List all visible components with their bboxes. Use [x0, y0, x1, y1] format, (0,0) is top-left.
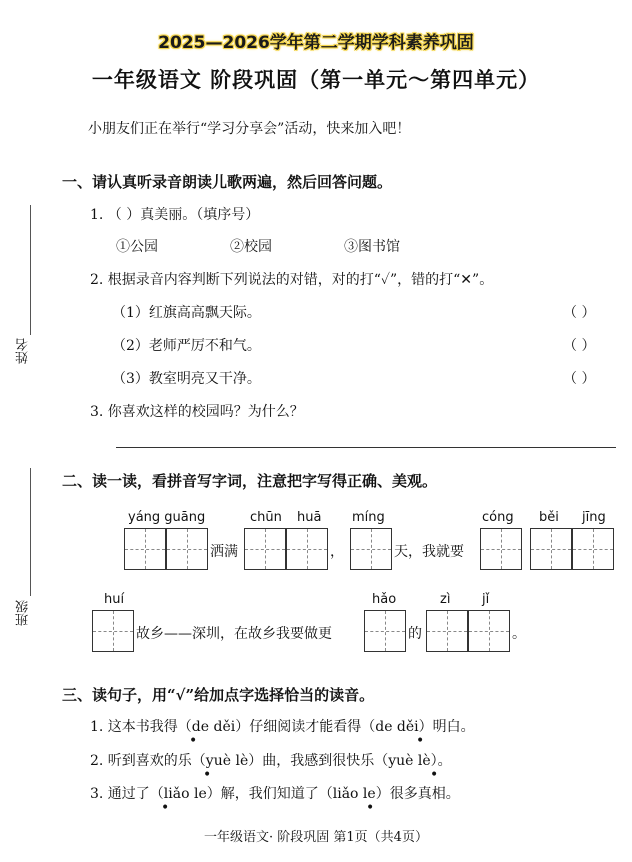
pinyin-yangguang: yáng guāng	[128, 510, 206, 525]
row2-period: 。	[512, 626, 526, 642]
pinyin-ming: míng	[352, 510, 385, 525]
write-box-hao[interactable]	[364, 610, 406, 652]
write-box-guang[interactable]	[166, 528, 208, 570]
pinyin-hao: hǎo	[372, 592, 397, 607]
q2-item-2: （2）老师严厉不和气。	[112, 338, 261, 354]
semester-banner: 2025—2026学年第二学期学科素养巩固	[158, 33, 474, 53]
judge-box-2[interactable]: （ ）	[563, 338, 596, 354]
emphasis-dot: •	[366, 800, 375, 816]
row1-text-samman: 洒满	[210, 544, 238, 560]
write-box-zi[interactable]	[426, 610, 468, 652]
class-line	[30, 468, 31, 596]
s3-sentence-1: 1. 这本书我得（de děi）仔细阅读才能看得（de děi）明白。	[90, 719, 475, 735]
emphasis-dot: •	[416, 733, 425, 749]
q1-option-2: ②校园	[230, 239, 272, 255]
name-label: 姓名	[16, 338, 31, 364]
q1-text: 1. （ ）真美丽。（填序号）	[90, 207, 260, 223]
q2-item-3: （3）教室明亮又干净。	[112, 371, 261, 387]
page-title: 一年级语文 阶段巩固（第一单元～第四单元）	[91, 67, 541, 92]
pinyin-hui: huí	[104, 592, 125, 607]
pinyin-cong: cóng	[482, 510, 514, 525]
intro-text: 小朋友们正在举行“学习分享会”活动，快来加入吧！	[88, 121, 411, 137]
emphasis-dot: •	[203, 767, 212, 783]
emphasis-dot: •	[161, 800, 170, 816]
row2-text-guxiang: 故乡——深圳，在故乡我要做更	[136, 626, 332, 642]
judge-box-3[interactable]: （ ）	[563, 371, 596, 387]
name-line	[30, 205, 31, 335]
write-box-jing[interactable]	[572, 528, 614, 570]
class-label: 班级	[16, 600, 31, 626]
pinyin-hua: huā	[297, 510, 322, 525]
pinyin-bei: běi	[539, 510, 559, 525]
write-box-ming[interactable]	[350, 528, 392, 570]
pinyin-chun: chūn	[250, 510, 282, 525]
q1-option-3: ③图书馆	[344, 239, 400, 255]
write-box-cong[interactable]	[480, 528, 522, 570]
write-box-hua[interactable]	[286, 528, 328, 570]
section2-heading: 二、读一读，看拼音写字词，注意把字写得正确、美观。	[62, 472, 438, 490]
row1-text-tian: 天，我就要	[394, 544, 464, 560]
row1-comma: ，	[330, 544, 344, 560]
page-footer: 一年级语文· 阶段巩固 第1页（共4页）	[204, 830, 428, 845]
s3-sentence-3: 3. 通过了（liǎo le）解，我们知道了（liǎo le）很多真相。	[90, 786, 460, 802]
pinyin-zi: zì	[440, 592, 451, 607]
write-box-chun[interactable]	[244, 528, 286, 570]
q2-text: 2. 根据录音内容判断下列说法的对错，对的打“✓”，错的打“✕”。	[90, 272, 494, 288]
pinyin-ji: jǐ	[482, 592, 490, 607]
emphasis-dot: •	[189, 733, 198, 749]
row2-text-de: 的	[408, 626, 422, 642]
write-box-bei[interactable]	[530, 528, 572, 570]
pinyin-jing: jīng	[582, 510, 606, 525]
q3-text: 3. 你喜欢这样的校园吗？为什么？	[90, 404, 304, 420]
q2-item-1: （1）红旗高高飘天际。	[112, 305, 261, 321]
write-box-yang[interactable]	[124, 528, 166, 570]
s3-sentence-2: 2. 听到喜欢的乐（yuè lè）曲，我感到很快乐（yuè lè）。	[90, 753, 452, 769]
write-box-ji[interactable]	[468, 610, 510, 652]
q3-answer-line[interactable]	[116, 447, 616, 448]
judge-box-1[interactable]: （ ）	[563, 305, 596, 321]
q1-option-1: ①公园	[116, 239, 158, 255]
emphasis-dot: •	[430, 767, 439, 783]
write-box-hui[interactable]	[92, 610, 134, 652]
section1-heading: 一、请认真听录音朗读儿歌两遍，然后回答问题。	[62, 173, 393, 191]
section3-heading: 三、读句子，用“√”给加点字选择恰当的读音。	[62, 686, 375, 704]
